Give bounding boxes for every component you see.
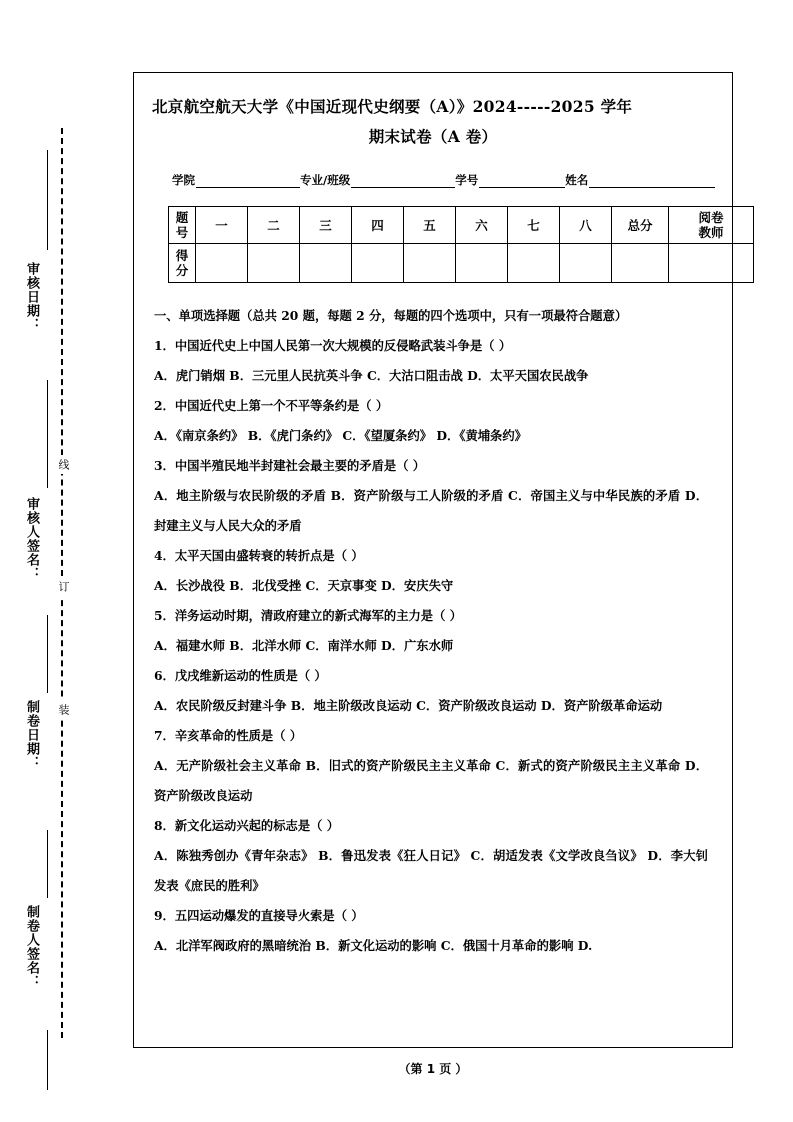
column-header-1: 一 (196, 207, 248, 244)
margin-label-review-date: 审核日期： (24, 262, 39, 332)
question-9-options[interactable]: A．北洋军阀政府的黑暗统治 B．新文化运动的影响 C．俄国十月革命的影响 D. (154, 938, 593, 953)
margin-label-reviewer-signature: 审核人签名： (24, 497, 39, 581)
question-2-stem: 2．中国近代史上第一个不平等条约是（ ） (154, 398, 389, 413)
margin-rule (47, 150, 48, 250)
grader-label-line2: 教师 (698, 225, 724, 240)
table-row-question-numbers (169, 207, 754, 244)
field-college-label: 学院 (172, 173, 195, 187)
score-table (168, 206, 754, 283)
question-1-stem: 1．中国近代史上中国人民第一次大规模的反侵略武装斗争是（ ） (154, 338, 512, 353)
field-major-class-label: 专业/班级 (300, 173, 351, 187)
score-cell-7[interactable] (508, 244, 560, 283)
column-header-4: 四 (352, 207, 404, 244)
column-header-3: 三 (300, 207, 352, 244)
column-header-grader (669, 207, 754, 244)
score-cell-1[interactable] (196, 244, 248, 283)
question-4-options[interactable]: A．长沙战役 B．北伐受挫 C．天京事变 D．安庆失守 (154, 578, 454, 593)
binding-char-staple: 装 (55, 700, 71, 719)
page-number-indicator: （第 1 页 ） (398, 1062, 468, 1076)
question-number-char-1: 题 (175, 210, 189, 225)
question-6-stem: 6．戊戌维新运动的性质是（ ） (154, 668, 327, 683)
question-4-stem: 4．太平天国由盛转衰的转折点是（ ） (154, 548, 364, 563)
score-cell-5[interactable] (404, 244, 456, 283)
question-8-options[interactable]: A．陈独秀创办《青年杂志》 B．鲁迅发表《狂人日记》 C．胡适发表《文学改良刍议》 D．李大钊发表《庶民的胜利》 (154, 848, 708, 893)
exam-paper-border (133, 72, 733, 1048)
score-char-1: 得 (175, 248, 189, 263)
column-header-8: 八 (560, 207, 612, 244)
column-header-6: 六 (456, 207, 508, 244)
column-header-7: 七 (508, 207, 560, 244)
question-1-options[interactable]: A．虎门销烟 B．三元里人民抗英斗争 C．大沽口阻击战 D．太平天国农民战争 (154, 368, 589, 383)
section-heading-multiple-choice: 一、单项选择题（总共 20 题，每题 2 分，每题的四个选项中，只有一项最符合题意） (154, 308, 628, 323)
page-title-line2: 期末试卷（A 卷） (368, 127, 498, 146)
score-cell-grader[interactable] (669, 244, 754, 283)
column-header-2: 二 (248, 207, 300, 244)
field-student-id-label: 学号 (455, 173, 479, 187)
question-6-options[interactable]: A．农民阶级反封建斗争 B．地主阶级改良运动 C．资产阶级改良运动 D．资产阶级革命运动 (154, 698, 663, 713)
question-7-stem: 7．辛亥革命的性质是（ ） (154, 728, 303, 743)
column-header-total: 总分 (612, 207, 669, 244)
score-cell-6[interactable] (456, 244, 508, 283)
major-class-input[interactable] (351, 174, 455, 188)
margin-rule (47, 830, 48, 898)
field-name (565, 172, 715, 188)
score-cell-total[interactable] (612, 244, 669, 283)
score-cell-8[interactable] (560, 244, 612, 283)
college-input[interactable] (196, 174, 300, 188)
field-major-class (300, 172, 455, 188)
score-cell-2[interactable] (248, 244, 300, 283)
question-8-stem: 8．新文化运动兴起的标志是（ ） (154, 818, 339, 833)
question-number-char-2: 号 (175, 225, 189, 240)
binding-char-bind: 订 (55, 577, 71, 596)
question-5-stem: 5．洋务运动时期，清政府建立的新式海军的主力是（ ） (154, 608, 462, 623)
score-cell-4[interactable] (352, 244, 404, 283)
question-9-stem: 9．五四运动爆发的直接导火索是（ ） (154, 908, 364, 923)
question-3-options[interactable]: A．地主阶级与农民阶级的矛盾 B．资产阶级与工人阶级的矛盾 C．帝国主义与中华民族的矛盾 D．封建主义与人民大众的矛盾 (154, 488, 708, 533)
margin-label-prepare-date: 制卷日期： (24, 700, 39, 770)
field-student-id (455, 172, 565, 188)
table-row-scores (169, 244, 754, 283)
left-margin-annotations (0, 0, 60, 1122)
student-info-row (172, 172, 706, 188)
column-header-5: 五 (404, 207, 456, 244)
margin-rule (47, 615, 48, 693)
name-input[interactable] (589, 174, 715, 188)
score-cell-3[interactable] (300, 244, 352, 283)
margin-rule (47, 380, 48, 488)
row-header-question-number (169, 207, 196, 244)
row-header-score (169, 244, 196, 283)
question-3-stem: 3．中国半殖民地半封建社会最主要的矛盾是（ ） (154, 458, 426, 473)
field-college (172, 172, 300, 188)
score-char-2: 分 (175, 263, 189, 278)
question-5-options[interactable]: A．福建水师 B．北洋水师 C．南洋水师 D．广东水师 (154, 638, 454, 653)
page-title-line1: 北京航空航天大学《中国近现代史纲要（A）》2024-----2025 学年 (152, 97, 633, 116)
question-content (154, 301, 708, 961)
binding-char-line: 线 (55, 455, 71, 474)
grader-label-line1: 阅卷 (698, 210, 724, 225)
field-name-label: 姓名 (565, 173, 589, 187)
margin-rule (47, 1030, 48, 1090)
student-id-input[interactable] (479, 174, 565, 188)
question-2-options[interactable]: A．《南京条约》 B．《虎门条约》 C．《望厦条约》 D．《黄埔条约》 (154, 428, 527, 443)
spacer (148, 283, 718, 297)
question-7-options[interactable]: A．无产阶级社会主义革命 B．旧式的资产阶级民主主义革命 C．新式的资产阶级民主主义革命 D．资产阶级改良运动 (154, 758, 708, 803)
margin-label-preparer-signature: 制卷人签名： (24, 905, 39, 989)
page-footer (133, 1060, 733, 1077)
